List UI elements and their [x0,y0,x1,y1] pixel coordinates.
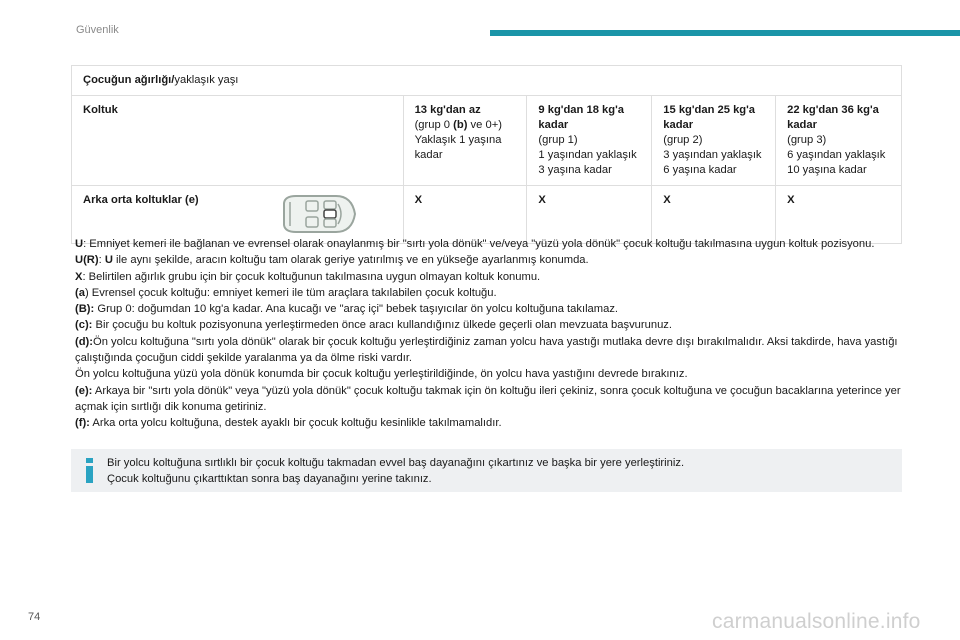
column-text: (grup 0 [414,119,454,131]
note-x [75,269,905,285]
note-key: (B): [75,303,95,316]
column-text: (grup 2) [663,134,703,146]
note-key: (e): [75,384,93,397]
column-title: 22 kg'dan 36 kg'a [787,104,879,116]
note-key: U [75,238,84,250]
note-d [75,334,905,367]
note-key: X [75,270,83,283]
weight-header-cell [72,66,902,96]
note-text: : Emniyet kemeri ile bağlanan ve evrensel olarak onaylanmış bir "sırtı yola dönük" ve/veya "yüzü yola dönük" çocuk koltuğu takılmasına uygun koltuk pozisyonu. [83,238,875,250]
table-cell: X [403,186,527,244]
note-key: U(R) [75,254,99,267]
table-row [72,186,902,244]
weight-label: Çocuğun ağırlığı/ [83,74,175,86]
section-title: Güvenlik [76,24,119,36]
footnotes [75,236,905,432]
watermark: carmanualsonline.info [712,610,921,633]
table-cell: X [776,186,902,244]
column-header [527,96,652,186]
info-line: Çocuk koltuğunu çıkarttıktan sonra baş dayanağını yerine takınız. [107,472,432,485]
note-key: U [104,254,113,267]
note-u [75,236,905,252]
note-key: (f): [75,417,90,430]
note-text: ) Evrensel çocuk koltuğu: emniyet kemeri ile tüm araçlara takılabilen çocuk koltuğu. [84,286,497,299]
note-text: Ön yolcu koltuğuna yüzü yola dönük konumda bir çocuk koltuğu yerleştirildiğinde, ön yolcu hava yastığını devrede bırakınız. [75,368,688,381]
note-text: Arkaya bir "sırtı yola dönük" veya "yüzü yola dönük" çocuk koltuğu takmak için ön koltuğu ileri çekiniz, sonra çocuk koltuğuna ve çocuğun bacaklarına yeterince yer açmak için sırtlığı dik konuma getiriniz. [75,384,901,413]
column-text: 10 yaşına kadar [787,164,867,176]
info-line: Bir yolcu koltuğuna sırtlıklı bir çocuk koltuğu takmadan evvel baş dayanağını çıkartınız ve başka bir yere yerleştiriniz. [107,457,685,469]
header-accent-bar [490,30,960,36]
column-text: kadar [414,149,443,161]
page-number: 74 [28,611,41,623]
note-text: : Belirtilen ağırlık grubu için bir çocuk koltuğunun takılmasına uygun olmayan koltuk konumu. [82,270,541,283]
column-header [403,96,527,186]
column-text: 3 yaşına kadar [538,164,612,176]
note-b [75,301,905,317]
column-title: kadar [787,119,817,131]
note-text: Ön yolcu koltuğuna "sırtı yola dönük" olarak bir çocuk koltuğu yerleştirdiğiniz zaman yolcu hava yastığı mutlaka devre dışı bırakılmalıdır. Aksi takdirde, hava yastığı çalıştığında çocuğun ciddi şekilde yaralanma ya da ölme riski vardır. [75,335,898,365]
note-key: (c): [75,319,93,332]
seat-header-cell: Koltuk [72,96,404,186]
info-text [107,456,887,487]
column-title: kadar [663,119,694,131]
column-text: 6 yaşından yaklaşık [787,149,886,161]
column-title: 15 kg'dan 25 kg'a [663,104,756,116]
column-text: (grup 3) [787,134,827,146]
note-key: (d): [75,335,94,348]
row-label: Arka orta koltuklar (e) [72,186,268,244]
column-text: 1 yaşından yaklaşık [538,149,637,161]
note-f [75,415,905,431]
note-key: (a [75,286,85,299]
table-row [72,66,902,96]
note-text: ile aynı şekilde, aracın koltuğu tam olarak geriye yatırılmış ve en yükseğe ayarlanmış konumda. [112,254,589,267]
age-label: yaklaşık yaşı [174,74,239,86]
column-text: (grup 1) [538,134,578,146]
column-title: kadar [538,119,569,131]
note-d-cont [75,366,905,382]
column-header [652,96,776,186]
table-cell: X [652,186,776,244]
car-diagram-cell [267,186,403,244]
child-seat-table [71,65,902,244]
table-row [72,96,902,186]
table-cell: X [527,186,652,244]
column-text: 3 yaşından yaklaşık [663,149,762,161]
column-text: Yaklaşık 1 yaşına [414,134,502,146]
note-text: Bir çocuğu bu koltuk pozisyonuna yerleştirmeden önce aracı kullandığınız ülkede geçerli olan mevzuata başvurunuz. [92,319,672,332]
info-box [71,449,902,492]
column-header [776,96,902,186]
column-title: 13 kg'dan az [414,104,481,116]
note-c [75,317,905,333]
car-seat-position-icon [278,192,358,236]
note-text: Arka orta yolcu koltuğuna, destek ayaklı bir çocuk koltuğu kesinlikle takılmamalıdır. [89,417,502,430]
note-text: : [98,254,105,267]
column-title: 9 kg'dan 18 kg'a [538,104,624,116]
note-e [75,383,905,416]
column-text: (b) [453,119,468,131]
note-a [75,285,905,301]
info-icon [86,458,93,483]
column-text: ve 0+) [467,119,502,131]
column-text: 6 yaşına kadar [663,164,737,176]
note-text: Grup 0: doğumdan 10 kg'a kadar. Ana kucağı ve "araç içi" bebek taşıyıcılar ön yolcu koltuğuna takılamaz. [94,303,619,316]
note-ur [75,252,905,268]
